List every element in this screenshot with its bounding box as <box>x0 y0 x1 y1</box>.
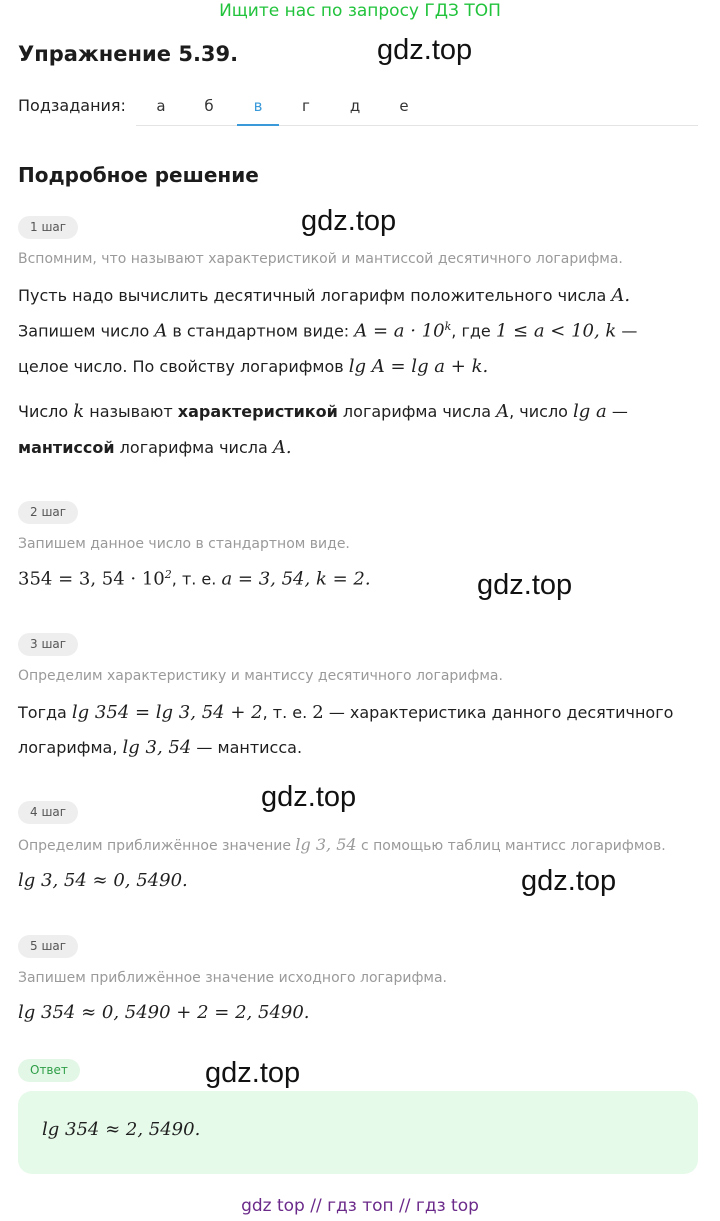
top-banner[interactable]: Ищите нас по запросу ГДЗ ТОП <box>219 1 501 21</box>
step-1-badge: 1 шаг <box>18 216 78 239</box>
answer-value: lg 354 ≈ 2, 5490. <box>42 1119 201 1140</box>
footer-links[interactable]: gdz top // гдз топ // гдз top <box>241 1196 479 1216</box>
tab-d[interactable]: д <box>349 97 361 115</box>
watermark-1: gdz.top <box>377 34 473 66</box>
step-5-line-1: lg 354 ≈ 0, 5490 + 2 = 2, 5490. <box>18 1002 310 1023</box>
watermark-2: gdz.top <box>301 205 397 237</box>
tab-e[interactable]: е <box>399 97 409 115</box>
step-1-line-3: целое число. По свойству логарифмов lg A = lg a + k. <box>18 356 489 377</box>
step-3-badge: 3 шаг <box>18 633 78 656</box>
step-1-hint: Вспомним, что называют характеристикой и мантиссой десятичного логарифма. <box>18 251 623 267</box>
step-2-badge: 2 шаг <box>18 501 78 524</box>
answer-badge: Ответ <box>18 1059 80 1082</box>
watermark-3: gdz.top <box>477 569 573 601</box>
subtasks-label: Подзадания: <box>18 96 126 115</box>
step-4-badge: 4 шаг <box>18 801 78 824</box>
tab-v[interactable]: в <box>253 97 263 115</box>
step-5-badge: 5 шаг <box>18 935 78 958</box>
tab-a[interactable]: а <box>156 97 166 115</box>
watermark-5: gdz.top <box>521 865 617 897</box>
step-1-line-5: мантиссой логарифма числа A. <box>18 437 292 458</box>
watermark-4: gdz.top <box>261 781 357 813</box>
step-3-line-1: Тогда lg 354 = lg 3, 54 + 2, т. е. 2 — характеристика данного десятичного <box>18 702 674 723</box>
exercise-title: Упражнение 5.39. <box>18 42 239 66</box>
step-5-hint: Запишем приближённое значение исходного логарифма. <box>18 970 448 986</box>
tab-g[interactable]: г <box>302 97 310 115</box>
step-4-hint: Определим приближённое значение lg 3, 54 с помощью таблиц мантисс логарифмов. <box>18 835 666 854</box>
tab-b[interactable]: б <box>204 97 214 115</box>
section-title: Подробное решение <box>18 163 259 187</box>
step-1-line-2: Запишем число A в стандартном виде: $A = a \cdot 10^k$, где 1 ≤ a < 10, k — <box>18 320 638 342</box>
step-3-hint: Определим характеристику и мантиссу десятичного логарифма. <box>18 668 503 684</box>
step-3-line-2: логарифма, lg 3, 54 — мантисса. <box>18 737 303 758</box>
active-tab-indicator <box>237 124 279 126</box>
step-4-line-1: lg 3, 54 ≈ 0, 5490. <box>18 870 188 891</box>
step-1-line-4: Число k называют характеристикой логарифма числа A, число lg a — <box>18 401 628 422</box>
step-1-line-1: Пусть надо вычислить десятичный логарифм положительного числа A. <box>18 285 631 306</box>
step-2-hint: Запишем данное число в стандартном виде. <box>18 536 350 552</box>
watermark-6: gdz.top <box>205 1057 301 1089</box>
step-2-line-1: 354 = 3, $54 \cdot 10^2$, т. е. a = 3, 54, k = 2. <box>18 568 371 590</box>
tabs-divider <box>136 125 698 126</box>
